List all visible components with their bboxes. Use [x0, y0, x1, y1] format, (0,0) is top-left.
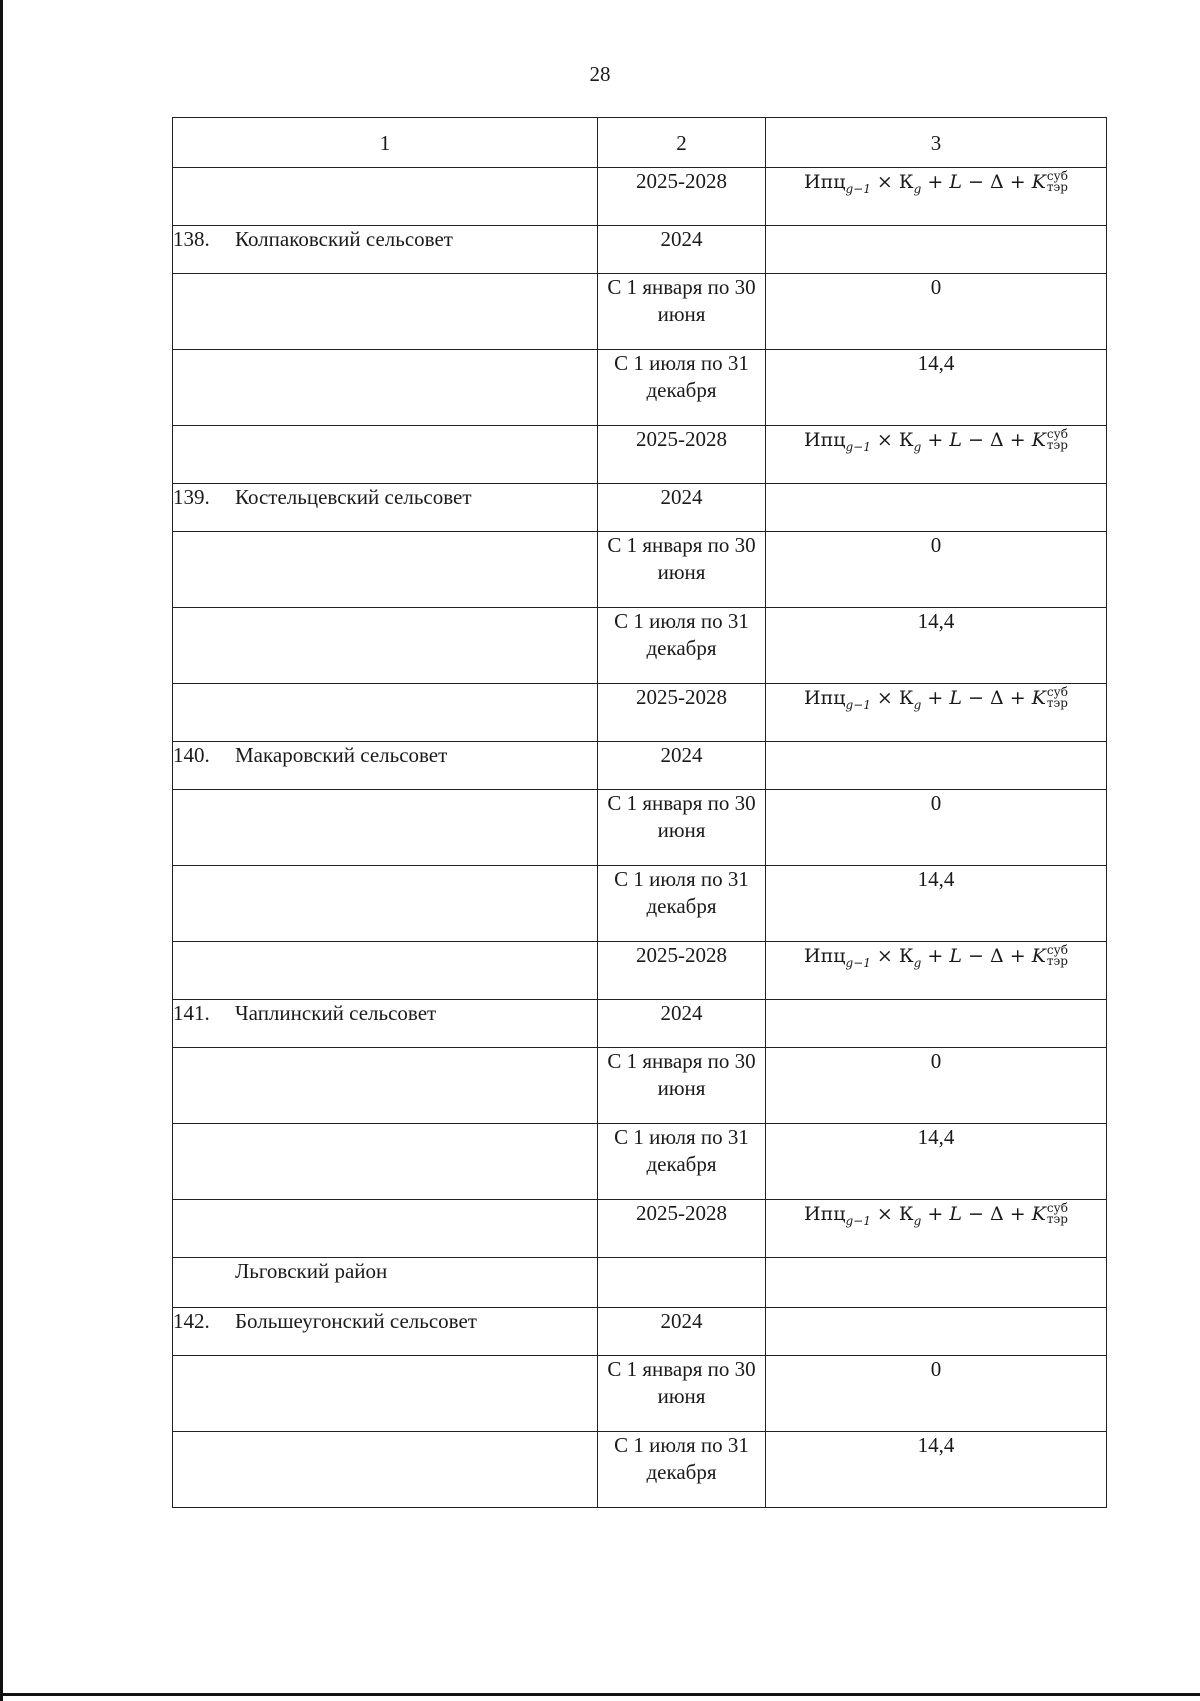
index-value: 0 — [930, 275, 942, 299]
cell-period: 2024 — [598, 1000, 766, 1048]
table-row — [173, 1124, 1107, 1200]
formula-K: K — [1031, 1203, 1046, 1225]
table-row — [173, 274, 1107, 350]
cell-period: 2025-2028 — [598, 1200, 766, 1258]
cell-settlement — [173, 790, 598, 866]
formula-l: L — [949, 945, 962, 967]
cell-settlement — [173, 1356, 598, 1432]
cell-settlement — [173, 426, 598, 484]
formula-plus: + — [927, 687, 944, 709]
cell-period: 2025-2028 — [598, 684, 766, 742]
cell-value — [766, 1048, 1107, 1124]
formula-k: К — [898, 945, 914, 967]
formula-delta: Δ — [989, 1203, 1004, 1225]
cell-value — [766, 608, 1107, 684]
formula-K-sub: тэр — [1046, 180, 1068, 194]
cell-settlement — [173, 1000, 598, 1048]
cell-settlement — [173, 742, 598, 790]
cell-value — [766, 684, 1107, 742]
settlement-name: Костельцевский сельсовет — [235, 485, 472, 509]
formula-k-sub: g — [913, 1214, 922, 1228]
formula-K-sup: суб — [1046, 169, 1068, 183]
row-number: 141. — [173, 1001, 210, 1025]
cell-settlement — [173, 1200, 598, 1258]
settlement-name: Колпаковский сельсовет — [235, 227, 453, 251]
formula-K-sup: суб — [1046, 943, 1068, 957]
cell-settlement — [173, 1308, 598, 1356]
cell-settlement — [173, 1124, 598, 1200]
formula — [804, 943, 1068, 970]
formula-K-scripts — [1047, 945, 1068, 967]
cell-period: С 1 января по 30 июня — [598, 532, 766, 608]
cell-value — [766, 1124, 1107, 1200]
formula-times: × — [876, 945, 893, 967]
index-value: 0 — [930, 791, 942, 815]
cell-value — [766, 532, 1107, 608]
index-value: 0 — [930, 1049, 942, 1073]
formula — [804, 169, 1068, 196]
formula-times: × — [876, 429, 893, 451]
cell-settlement — [173, 1048, 598, 1124]
table-row — [173, 1356, 1107, 1432]
formula-K: K — [1031, 429, 1046, 451]
formula-plus: + — [927, 171, 944, 193]
formula-base: Ипц — [804, 687, 846, 709]
formula-base: Ипц — [804, 945, 846, 967]
formula-k: К — [898, 429, 914, 451]
header-col-3: 3 — [766, 118, 1107, 168]
tariff-table — [172, 117, 1107, 1508]
index-value: 14,4 — [917, 609, 955, 633]
formula-l: L — [949, 1203, 962, 1225]
formula-base-sub: g−1 — [845, 1214, 871, 1228]
formula-K: K — [1031, 945, 1046, 967]
cell-settlement — [173, 866, 598, 942]
cell-value — [766, 942, 1107, 1000]
table-row — [173, 484, 1107, 532]
formula-k-sub: g — [913, 956, 922, 970]
formula-times: × — [876, 171, 893, 193]
cell-period: С 1 января по 30 июня — [598, 1048, 766, 1124]
formula-K-scripts — [1047, 171, 1068, 193]
formula-K-sub: тэр — [1046, 438, 1068, 452]
formula-K: K — [1031, 687, 1046, 709]
formula-base-sub: g−1 — [845, 182, 871, 196]
cell-value — [766, 1308, 1107, 1356]
formula-minus: − — [967, 945, 984, 967]
cell-value — [766, 1432, 1107, 1508]
header-col-2: 2 — [598, 118, 766, 168]
cell-period: С 1 января по 30 июня — [598, 1356, 766, 1432]
formula-K-sub: тэр — [1046, 696, 1068, 710]
cell-value — [766, 226, 1107, 274]
formula-l: L — [949, 687, 962, 709]
cell-period: С 1 января по 30 июня — [598, 790, 766, 866]
table-row — [173, 608, 1107, 684]
cell-period: С 1 июля по 31 декабря — [598, 866, 766, 942]
cell-value — [766, 1000, 1107, 1048]
settlement-name: Большеугонский сельсовет — [235, 1309, 477, 1333]
cell-value — [766, 426, 1107, 484]
formula-delta: Δ — [989, 945, 1004, 967]
cell-period: 2025-2028 — [598, 168, 766, 226]
table-row — [173, 426, 1107, 484]
formula-plus: + — [1009, 429, 1026, 451]
table-row — [173, 350, 1107, 426]
cell-value — [766, 1200, 1107, 1258]
formula-K-scripts — [1047, 687, 1068, 709]
cell-settlement — [173, 350, 598, 426]
formula-l: L — [949, 429, 962, 451]
cell-period: 2024 — [598, 1308, 766, 1356]
cell-period: С 1 июля по 31 декабря — [598, 1432, 766, 1508]
cell-settlement — [173, 532, 598, 608]
formula-K-scripts — [1047, 429, 1068, 451]
formula — [804, 685, 1068, 712]
cell-value — [766, 790, 1107, 866]
cell-settlement — [173, 168, 598, 226]
formula-plus: + — [1009, 945, 1026, 967]
cell-settlement — [173, 942, 598, 1000]
cell-period: С 1 июля по 31 декабря — [598, 608, 766, 684]
formula-base-sub: g−1 — [845, 698, 871, 712]
scan-edge-left — [0, 0, 3, 1701]
settlement-name: Чаплинский сельсовет — [235, 1001, 437, 1025]
table-row — [173, 790, 1107, 866]
formula-k-sub: g — [913, 698, 922, 712]
table-row — [173, 684, 1107, 742]
cell-value — [766, 484, 1107, 532]
table-row — [173, 1000, 1107, 1048]
formula-delta: Δ — [989, 429, 1004, 451]
scan-edge-bottom — [0, 1693, 1200, 1696]
cell-period: С 1 июля по 31 декабря — [598, 1124, 766, 1200]
index-value: 14,4 — [917, 351, 955, 375]
formula-minus: − — [967, 1203, 984, 1225]
cell-value — [766, 866, 1107, 942]
table-row — [173, 1048, 1107, 1124]
cell-settlement — [173, 1432, 598, 1508]
cell-period: С 1 июля по 31 декабря — [598, 350, 766, 426]
header-row — [173, 118, 1107, 168]
formula-base-sub: g−1 — [845, 956, 871, 970]
cell-value — [766, 1356, 1107, 1432]
formula — [804, 1201, 1068, 1228]
table-row — [173, 1308, 1107, 1356]
cell-value — [766, 742, 1107, 790]
table-row — [173, 1432, 1107, 1508]
cell-period: 2024 — [598, 484, 766, 532]
index-value: 14,4 — [917, 1125, 955, 1149]
table-row — [173, 942, 1107, 1000]
index-value: 14,4 — [917, 867, 955, 891]
index-value: 0 — [930, 1357, 942, 1381]
formula-l: L — [949, 171, 962, 193]
table-row — [173, 742, 1107, 790]
row-number: 140. — [173, 743, 210, 767]
formula — [804, 427, 1068, 454]
formula-k: К — [898, 687, 914, 709]
formula-k: К — [898, 1203, 914, 1225]
index-value: 14,4 — [917, 1433, 955, 1457]
cell-value — [766, 350, 1107, 426]
formula-plus: + — [927, 945, 944, 967]
cell-period: 2024 — [598, 742, 766, 790]
row-number: 142. — [173, 1309, 210, 1333]
cell-settlement — [173, 608, 598, 684]
formula-K-sup: суб — [1046, 685, 1068, 699]
page-number: 28 — [589, 62, 611, 86]
cell-value — [766, 168, 1107, 226]
formula-k-sub: g — [913, 440, 922, 454]
formula-K-sub: тэр — [1046, 954, 1068, 968]
table-row — [173, 532, 1107, 608]
formula-plus: + — [1009, 1203, 1026, 1225]
formula-base: Ипц — [804, 1203, 846, 1225]
table-row — [173, 168, 1107, 226]
formula-times: × — [876, 687, 893, 709]
formula-plus: + — [927, 429, 944, 451]
header-col-1: 1 — [173, 118, 598, 168]
formula-delta: Δ — [989, 171, 1004, 193]
formula-K-sup: суб — [1046, 1201, 1068, 1215]
cell-settlement — [173, 226, 598, 274]
formula-minus: − — [967, 171, 984, 193]
formula-plus: + — [927, 1203, 944, 1225]
cell-settlement — [173, 274, 598, 350]
formula-minus: − — [967, 429, 984, 451]
row-number: 139. — [173, 485, 210, 509]
cell-period: С 1 января по 30 июня — [598, 274, 766, 350]
formula-minus: − — [967, 687, 984, 709]
formula-times: × — [876, 1203, 893, 1225]
formula-base-sub: g−1 — [845, 440, 871, 454]
cell-period: 2024 — [598, 226, 766, 274]
formula-base: Ипц — [804, 429, 846, 451]
table-row — [173, 1258, 1107, 1308]
settlement-name: Макаровский сельсовет — [235, 743, 448, 767]
cell-value — [766, 274, 1107, 350]
district-name: Льговский район — [235, 1259, 388, 1283]
cell-settlement — [173, 684, 598, 742]
cell-settlement — [173, 484, 598, 532]
cell-period: 2025-2028 — [598, 942, 766, 1000]
table-row — [173, 1200, 1107, 1258]
formula-K-sup: суб — [1046, 427, 1068, 441]
cell-period — [598, 1258, 766, 1308]
formula-delta: Δ — [989, 687, 1004, 709]
formula-K-sub: тэр — [1046, 1212, 1068, 1226]
formula-K-scripts — [1047, 1203, 1068, 1225]
formula-k-sub: g — [913, 182, 922, 196]
cell-period: 2025-2028 — [598, 426, 766, 484]
table-row — [173, 866, 1107, 942]
cell-settlement — [173, 1258, 598, 1308]
index-value: 0 — [930, 533, 942, 557]
formula-plus: + — [1009, 171, 1026, 193]
formula-base: Ипц — [804, 171, 846, 193]
formula-plus: + — [1009, 687, 1026, 709]
formula-k: К — [898, 171, 914, 193]
cell-value — [766, 1258, 1107, 1308]
table-row — [173, 226, 1107, 274]
formula-K: K — [1031, 171, 1046, 193]
row-number: 138. — [173, 227, 210, 251]
